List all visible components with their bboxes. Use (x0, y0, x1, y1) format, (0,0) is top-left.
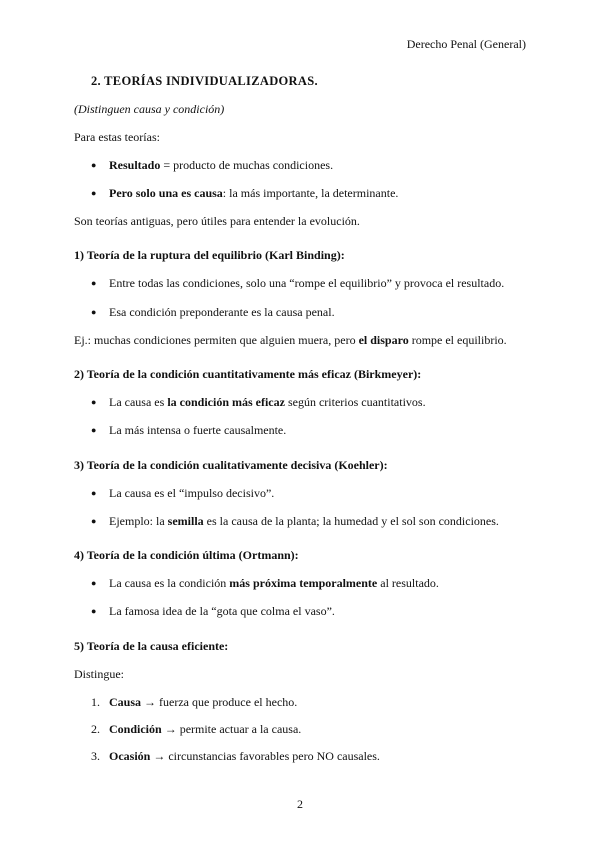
theory-5-intro: Distingue: (74, 667, 124, 681)
theory-3-title: 3) Teoría de la condición cualitativamente decisiva (Koehler): (74, 458, 388, 472)
list-item: ● Esa condición preponderante es la causa penal. (91, 305, 335, 319)
note-text: Son teorías antiguas, pero útiles para entender la evolución. (74, 214, 360, 228)
list-item: 2. Condición → permite actuar a la causa. (91, 722, 302, 736)
intro-text: Para estas teorías: (74, 130, 160, 144)
list-item: ● La causa es la condición más próxima temporalmente al resultado. (91, 576, 439, 590)
list-item: ● Ejemplo: la semilla es la causa de la planta; la humedad y el sol son condiciones. (91, 514, 499, 528)
bullet-icon: ● (91, 578, 97, 588)
theory-1-example: Ej.: muchas condiciones permiten que alguien muera, pero el disparo rompe el equilibrio. (74, 333, 507, 347)
bullet-icon: ● (91, 160, 97, 170)
bullet-icon: ● (91, 425, 97, 435)
theory-4-title: 4) Teoría de la condición última (Ortmann): (74, 548, 299, 562)
theory-2-title: 2) Teoría de la condición cuantitativamente más eficaz (Birkmeyer): (74, 367, 422, 381)
running-header: Derecho Penal (General) (406, 37, 526, 51)
bullet-icon: ● (91, 516, 97, 526)
bullet-icon: ● (91, 188, 97, 198)
section-subtitle: (Distinguen causa y condición) (74, 102, 225, 116)
list-item: ● La causa es la condición más eficaz según criterios cuantitativos. (91, 395, 426, 409)
list-item: ● Pero solo una es causa: la más importante, la determinante. (91, 186, 399, 200)
page-number: 2 (297, 797, 303, 811)
theory-5-title: 5) Teoría de la causa eficiente: (74, 639, 229, 653)
list-item: 3. Ocasión → circunstancias favorables pero NO causales. (91, 749, 380, 763)
list-item: ● La famosa idea de la “gota que colma el vaso”. (91, 604, 335, 618)
list-item: ● La causa es el “impulso decisivo”. (91, 486, 275, 500)
theory-1-title: 1) Teoría de la ruptura del equilibrio (Karl Binding): (74, 248, 345, 262)
list-item: ● La más intensa o fuerte causalmente. (91, 423, 287, 437)
list-item: ● Resultado = producto de muchas condiciones. (91, 158, 334, 172)
section-title: 2. TEORÍAS INDIVIDUALIZADORAS. (91, 74, 318, 88)
bullet-icon: ● (91, 307, 97, 317)
list-item: 1. Causa → fuerza que produce el hecho. (91, 695, 298, 709)
bullet-icon: ● (91, 397, 97, 407)
bullet-icon: ● (91, 488, 97, 498)
bullet-icon: ● (91, 606, 97, 616)
list-item: ● Entre todas las condiciones, solo una “rompe el equilibrio” y provoca el resultado. (91, 276, 505, 290)
bullet-icon: ● (91, 278, 97, 288)
